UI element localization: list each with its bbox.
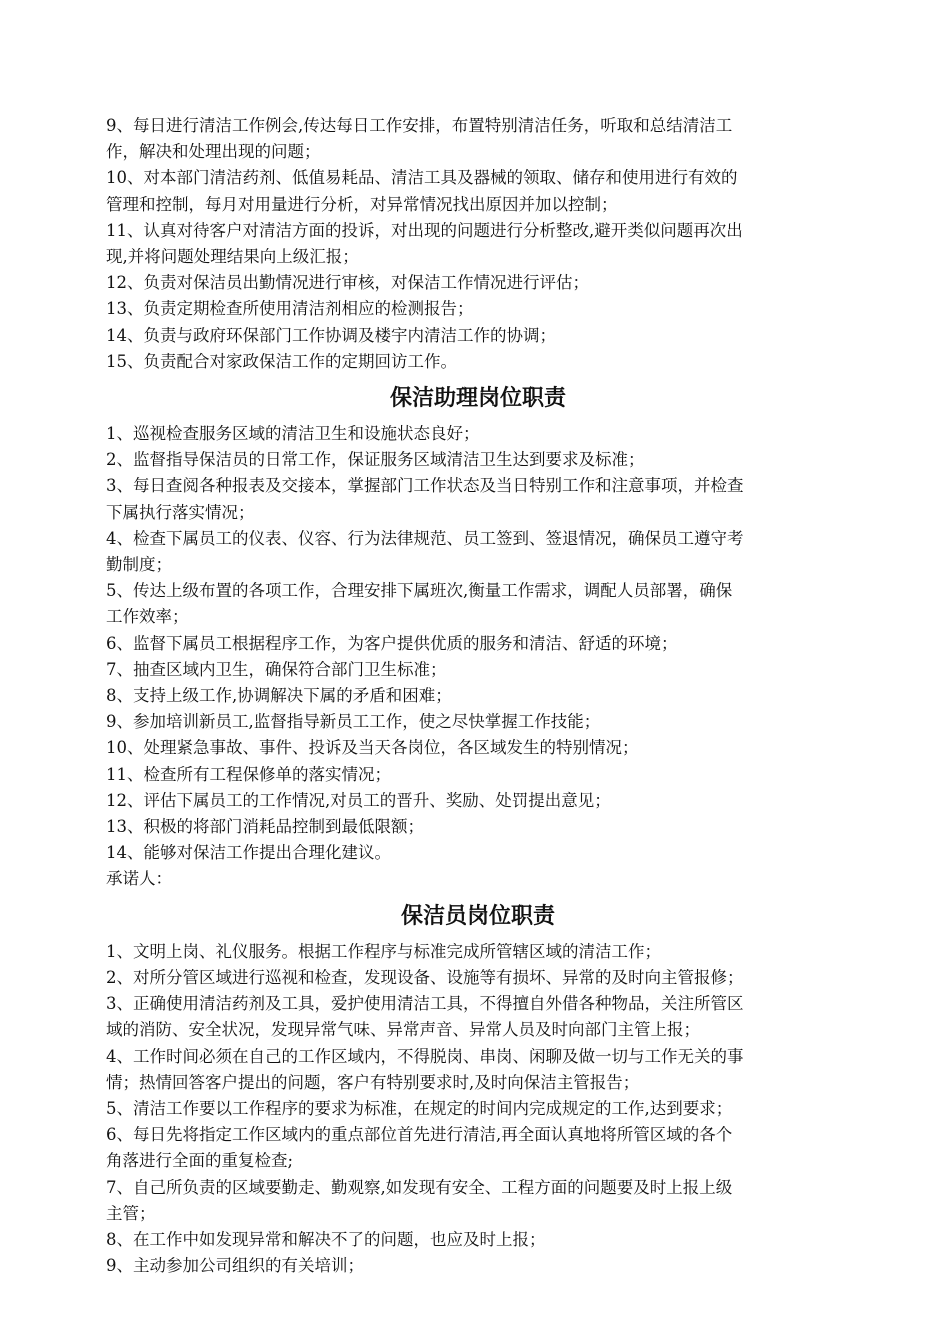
- duty-line: 管理和控制，每月对用量进行分析，对异常情况找出原因并加以控制；: [106, 194, 618, 214]
- section-cleaner-duties: [106, 939, 850, 1280]
- duty-line: 4、检查下属员工的仪表、仪容、行为法律规范、员工签到、签退情况，确保员工遵守考: [106, 528, 744, 548]
- duty-line: 勤制度；: [106, 555, 172, 575]
- duty-line: 2、监督指导保洁员的日常工作，保证服务区域清洁卫生达到要求及标准；: [106, 450, 645, 470]
- duty-line: 工作效率；: [106, 607, 189, 627]
- duty-line: 1、文明上岗、礼仪服务。根据工作程序与标准完成所管辖区域的清洁工作；: [106, 941, 661, 961]
- duty-line: 7、自己所负责的区域要勤走、勤观察,如发现有安全、工程方面的问题要及时上报上级: [106, 1177, 733, 1197]
- duty-line: 角落进行全面的重复检查;: [106, 1151, 294, 1171]
- duty-line: 11、认真对待客户对清洁方面的投诉，对出现的问题进行分析整改,避开类似问题再次出: [106, 220, 743, 240]
- duty-line: 现,并将问题处理结果向上级汇报；: [106, 247, 359, 267]
- duty-line: 3、每日查阅各种报表及交接本，掌握部门工作状态及当日特别工作和注意事项，并检查: [106, 476, 744, 496]
- duty-line: 15、负责配合对家政保洁工作的定期回访工作。: [106, 351, 457, 371]
- duty-line: 7、抽查区域内卫生，确保符合部门卫生标准；: [106, 659, 447, 679]
- duty-line: 6、监督下属员工根据程序工作，为客户提供优质的服务和清洁、舒适的环境；: [106, 633, 678, 653]
- duty-line: 13、负责定期检查所使用清洁剂相应的检测报告；: [106, 299, 474, 319]
- section-title-cleaner: 保洁员岗位职责: [400, 902, 555, 929]
- duty-line: 3、正确使用清洁药剂及工具，爱护使用清洁工具，不得擅自外借各种物品，关注所管区: [106, 994, 744, 1014]
- duty-line: 主管；: [106, 1203, 156, 1223]
- duty-line: 6、每日先将指定工作区域内的重点部位首先进行清洁,再全面认真地将所管区域的各个: [106, 1125, 733, 1145]
- duty-line: 12、负责对保洁员出勤情况进行审核，对保洁工作情况进行评估；: [106, 273, 589, 293]
- duty-line: 9、每日进行清洁工作例会,传达每日工作安排，布置特别清洁任务，听取和总结清洁工: [106, 116, 733, 135]
- duty-line: 12、评估下属员工的工作情况,对员工的晋升、奖励、处罚提出意见；: [106, 790, 611, 810]
- section-title-cleaning-assistant: 保洁助理岗位职责: [389, 385, 566, 412]
- signatory-label: 承诺人：: [106, 869, 172, 889]
- duty-line: 9、主动参加公司组织的有关培训；: [106, 1256, 364, 1276]
- duty-line: 5、清洁工作要以工作程序的要求为标准，在规定的时间内完成规定的工作,达到要求；: [106, 1098, 733, 1118]
- duty-line: 8、在工作中如发现异常和解决不了的问题，也应及时上报；: [106, 1229, 546, 1249]
- section-cleaning-supervisor-duties: [106, 113, 850, 375]
- duty-line: 14、能够对保洁工作提出合理化建议。: [106, 843, 391, 863]
- duty-line: 作，解决和处理出现的问题；: [106, 142, 321, 162]
- section-cleaning-assistant-duties: [106, 421, 850, 893]
- duty-line: 9、参加培训新员工,监督指导新员工工作，使之尽快掌握工作技能；: [106, 712, 601, 732]
- duty-line: 下属执行落实情况；: [106, 502, 255, 522]
- duty-line: 情；热情回答客户提出的问题，客户有特别要求时,及时向保洁主管报告；: [106, 1072, 640, 1092]
- duty-line: 14、负责与政府环保部门工作协调及楼宇内清洁工作的协调；: [106, 325, 556, 345]
- duty-line: 5、传达上级布置的各项工作，合理安排下属班次,衡量工作需求，调配人员部署，确保: [106, 581, 733, 601]
- duty-line: 13、积极的将部门消耗品控制到最低限额；: [106, 817, 424, 837]
- duty-line: 域的消防、安全状况，发现异常气味、异常声音、异常人员及时向部门主管上报；: [106, 1020, 700, 1040]
- document-page: [106, 113, 850, 1279]
- duty-line: 4、工作时间必须在自己的工作区域内，不得脱岗、串岗、闲聊及做一切与工作无关的事: [106, 1046, 744, 1066]
- duty-line: 10、处理紧急事故、事件、投诉及当天各岗位，各区域发生的特别情况；: [106, 738, 639, 758]
- duty-line: 10、对本部门清洁药剂、低值易耗品、清洁工具及器械的领取、储存和使用进行有效的: [106, 168, 738, 188]
- duty-line: 2、对所分管区域进行巡视和检查，发现设备、设施等有损坏、异常的及时向主管报修；: [106, 967, 744, 987]
- duty-line: 1、巡视检查服务区域的清洁卫生和设施状态良好；: [106, 424, 480, 444]
- duty-line: 11、检查所有工程保修单的落实情况；: [106, 764, 391, 784]
- duty-line: 8、支持上级工作,协调解决下属的矛盾和困难；: [106, 686, 452, 706]
